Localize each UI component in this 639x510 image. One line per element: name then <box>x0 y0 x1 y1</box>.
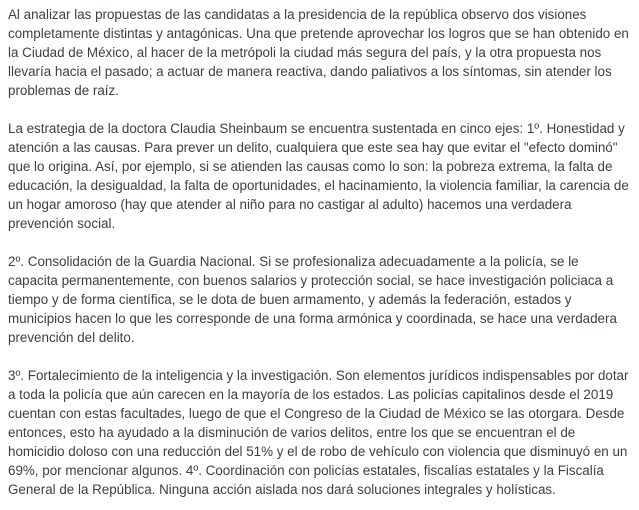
paragraph-intro-two-visions: Al analizar las propuestas de las candidatas a la presidencia de la república observo dos visiones completamente distintas y antagónicas. Una que pretende aprovechar los logros que se han obtenido en la Ciudad de México, al hacer de la metrópoli la ciudad más segura del país, y la otra propuesta nos llevaría hacia el pasado; a actuar de manera reactiva, dando paliativos a los síntomas, sin atender los problemas de raíz. <box>8 7 629 98</box>
paragraph-axis-3-4-inteligencia-coordinacion: 3º. Fortalecimiento de la inteligencia y la investigación. Son elementos jurídicos indispensables por dotar a toda la policía que aún carecen en la mayoría de los estados. Las policías capitalinos desde el 2019 cuentan con estas facultades, luego de que el Congreso de la Ciudad de México se las otorgara. Desde entonces, esto ha ayudado a la disminución de varios delitos, entre los que se encuentran el de homicidio doloso con una reducción del 51% y el de robo de vehículo con violencia que disminuyó en un 69%, por mencionar algunos. 4º. Coordinación con policías estatales, fiscalías estatales y la Fiscalía General de la República. Ninguna acción aislada nos dará soluciones integrales y holísticas. <box>8 368 629 497</box>
paragraph-axis-1-honestidad: La estrategia de la doctora Claudia Sheinbaum se encuentra sustentada en cinco ejes: 1º. Honestidad y atención a las causas. Para prever un delito, cualquiera que este sea hay que evitar el "efecto dominó" que lo origina. Así, por ejemplo, si se atienden las causas como lo son: la pobreza extrema, la falta de educación, la desigualdad, la falta de oportunidades, el hacinamiento, la violencia familiar, la carencia de un hogar amoroso (hay que atender al niño para no castigar al adulto) hacemos una verdadera prevención social. <box>8 121 629 231</box>
paragraph-axis-2-guardia-nacional: 2º. Consolidación de la Guardia Nacional. Si se profesionaliza adecuadamente a la policía, se le capacita permanentemente, con buenos salarios y protección social, se hace investigación policiaca a tiempo y de forma científica, se le dota de buen armamento, y además la federación, estados y municipios hacen lo que les corresponde de una forma armónica y coordinada, se hace una verdadera prevención del delito. <box>8 254 617 345</box>
